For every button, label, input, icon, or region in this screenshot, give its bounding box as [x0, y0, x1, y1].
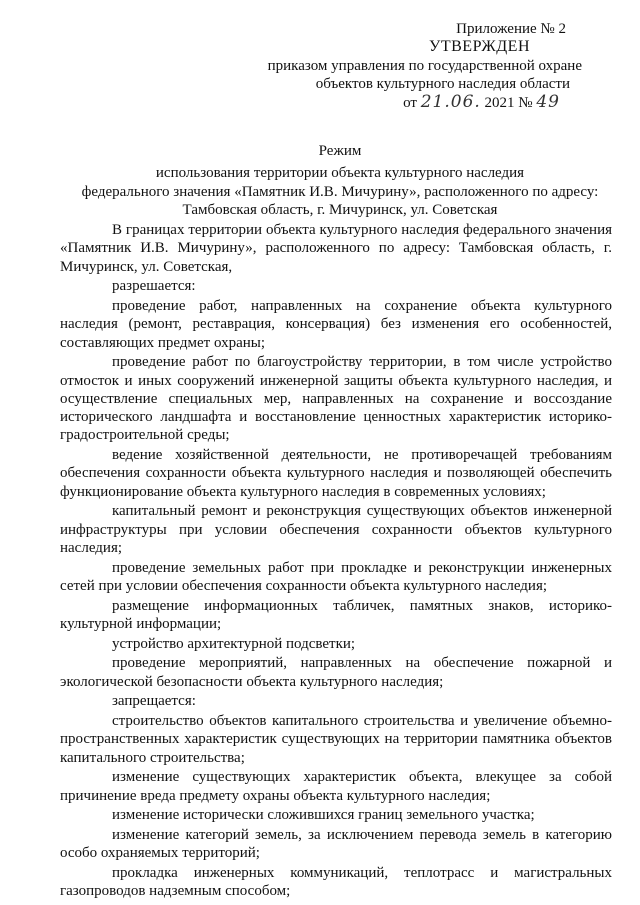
- allowed-item: проведение работ, направленных на сохранение объекта культурного наследия (ремонт, реставрация, консервация) без изменения его особенностей, составляющих предмет охраны;: [60, 297, 612, 351]
- forbidden-item: строительство объектов капитального строительства и увеличение объемно-пространственных характеристик существующих на территории памятника объектов капитального строительства;: [60, 713, 612, 766]
- title-line-1: использования территории объекта культурного наследия: [155, 165, 525, 182]
- handwritten-order-number: 49: [536, 92, 560, 113]
- allowed-item: размещение информационных табличек, памятных знаков, историко-культурной информации;: [60, 597, 612, 632]
- order-year: 2021 №: [484, 95, 533, 112]
- forbidden-heading: запрещается:: [112, 693, 196, 710]
- forbidden-item: изменение категорий земель, за исключением перевода земель в категорию особо охраняемых территорий;: [60, 826, 612, 862]
- allowed-item: устройство архитектурной подсветки;: [112, 635, 356, 652]
- order-date-line: [242, 93, 582, 112]
- intro-paragraph: В границах территории объекта культурного наследия федерального значения «Памятник И.В. Мичурину», расположенного по адресу: Тамбовская область, г. Мичуринск, ул. Советская,: [60, 222, 612, 275]
- allowed-item: проведение мероприятий, направленных на обеспечение пожарной и экологической безопасности объекта культурного наследия;: [60, 655, 612, 690]
- allowed-item: проведение земельных работ при прокладке и реконструкции инженерных сетей при условии обеспечения сохранности объекта культурного наследия;: [60, 559, 612, 594]
- title-line-2: федерального значения «Памятник И.В. Мичурину», расположенного по адресу:: [81, 183, 599, 200]
- title-regime: Режим: [318, 143, 362, 159]
- order-line-1: приказом управления по государственной охране: [267, 57, 582, 74]
- title-line-3: Тамбовская область, г. Мичуринск, ул. Советская: [182, 201, 498, 218]
- forbidden-item: изменение исторически сложившихся границ земельного участка;: [112, 807, 535, 824]
- appendix-number: Приложение № 2: [456, 21, 566, 37]
- allowed-item: ведение хозяйственной деятельности, не противоречащей требованиям обеспечения сохранности объекта культурного наследия и позволяющей обеспечить функционирование объекта культурного наследия в современных условиях;: [60, 447, 612, 500]
- approval-header: [242, 20, 582, 112]
- document-title: [60, 142, 620, 219]
- date-prefix: от: [403, 95, 417, 112]
- order-line-2: объектов культурного наследия области: [315, 75, 570, 92]
- forbidden-item: изменение существующих характеристик объекта, влекущее за собой причинение вреда предмету охраны объекта культурного наследия;: [60, 769, 612, 804]
- approved-stamp-text: УТВЕРЖДЕН: [429, 38, 530, 56]
- document-body: [60, 221, 612, 902]
- allowed-heading: разрешается:: [112, 278, 196, 295]
- forbidden-item: прокладка инженерных коммуникаций, теплотрасс и магистральных газопроводов надземным способом;: [60, 864, 612, 900]
- allowed-item: проведение работ по благоустройству территории, в том числе устройство отмосток и иных сооружений инженерной защиты объекта культурного наследия, и осуществление специальных мер, направленных на сохранение и воссоздание исторического ландшафта и восстановление ценностных характеристик историко-градостроительной среды;: [60, 354, 612, 444]
- allowed-item: капитальный ремонт и реконструкция существующих объектов инженерной инфраструктуры при условии обеспечения сохранности объектов культурного наследия;: [60, 503, 612, 556]
- handwritten-date: 21.06.: [420, 92, 481, 113]
